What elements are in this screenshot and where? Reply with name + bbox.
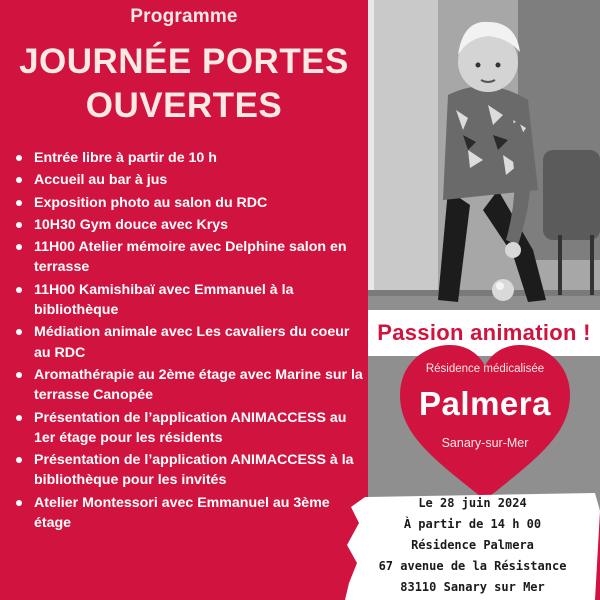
bullet-icon <box>16 415 22 421</box>
program-item-text: Atelier Montessori avec Emmanuel au 3ème étage <box>34 494 330 532</box>
program-list <box>14 148 364 535</box>
bullet-icon <box>16 177 22 183</box>
bullet-icon <box>16 222 22 228</box>
program-item-text: Médiation animale avec Les cavaliers du coeur au RDC <box>34 324 350 361</box>
program-item <box>14 148 364 168</box>
event-title-line-2: OUVERTES <box>85 86 283 125</box>
program-item-text: Présentation de l’application ANIMACCESS au 1er étage pour les résidents <box>34 409 347 446</box>
program-item-text: Exposition photo au salon du RDC <box>34 194 268 211</box>
bullet-icon <box>16 287 22 293</box>
program-item <box>14 322 364 363</box>
event-date: Le 28 juin 2024 <box>418 496 527 510</box>
program-item <box>14 237 364 278</box>
tagline: Passion animation ! <box>377 320 591 345</box>
program-item <box>14 408 364 449</box>
program-item-text: Aromathérapie au 2ème étage avec Marine sur la terrasse Canopée <box>34 366 363 404</box>
logo-subtitle: Résidence médicalisée <box>425 363 545 375</box>
program-item <box>14 493 364 534</box>
event-info-text <box>345 493 600 598</box>
bullet-icon <box>16 457 22 463</box>
program-item <box>14 365 364 406</box>
bullet-icon <box>16 329 22 335</box>
program-item-text: Présentation de l’application ANIMACCESS à la bibliothèque pour les invités <box>34 452 354 489</box>
bullet-icon <box>16 372 22 378</box>
event-info-block <box>345 493 600 600</box>
bullet-icon <box>16 500 22 506</box>
event-street: 67 avenue de la Résistance <box>378 559 567 573</box>
event-title-line-1: JOURNÉE PORTES <box>19 42 349 81</box>
bullet-icon <box>16 200 22 206</box>
program-item-text: 11H00 Kamishibaï avec Emmanuel à la bibliothèque <box>34 281 294 319</box>
program-item <box>14 193 364 213</box>
program-item <box>14 450 364 491</box>
program-item-text: 11H00 Atelier mémoire avec Delphine salon en terrasse <box>34 239 347 276</box>
program-item <box>14 280 364 321</box>
event-time: À partir de 14 h 00 <box>403 517 542 531</box>
program-item-text: Accueil au bar à jus <box>34 172 168 189</box>
bullet-icon <box>16 244 22 250</box>
event-title <box>0 40 368 128</box>
event-venue: Résidence Palmera <box>411 538 534 552</box>
programme-label: Programme <box>130 6 238 27</box>
bullet-icon <box>16 155 22 161</box>
program-item <box>14 215 364 235</box>
program-item-text: Entrée libre à partir de 10 h <box>34 150 217 166</box>
program-item <box>14 170 364 190</box>
logo-name: Palmera <box>419 385 551 422</box>
program-item-text: 10H30 Gym douce avec Krys <box>34 216 229 233</box>
event-postal: 83110 Sanary sur Mer <box>400 580 545 594</box>
logo-city: Sanary-sur-Mer <box>441 436 529 450</box>
